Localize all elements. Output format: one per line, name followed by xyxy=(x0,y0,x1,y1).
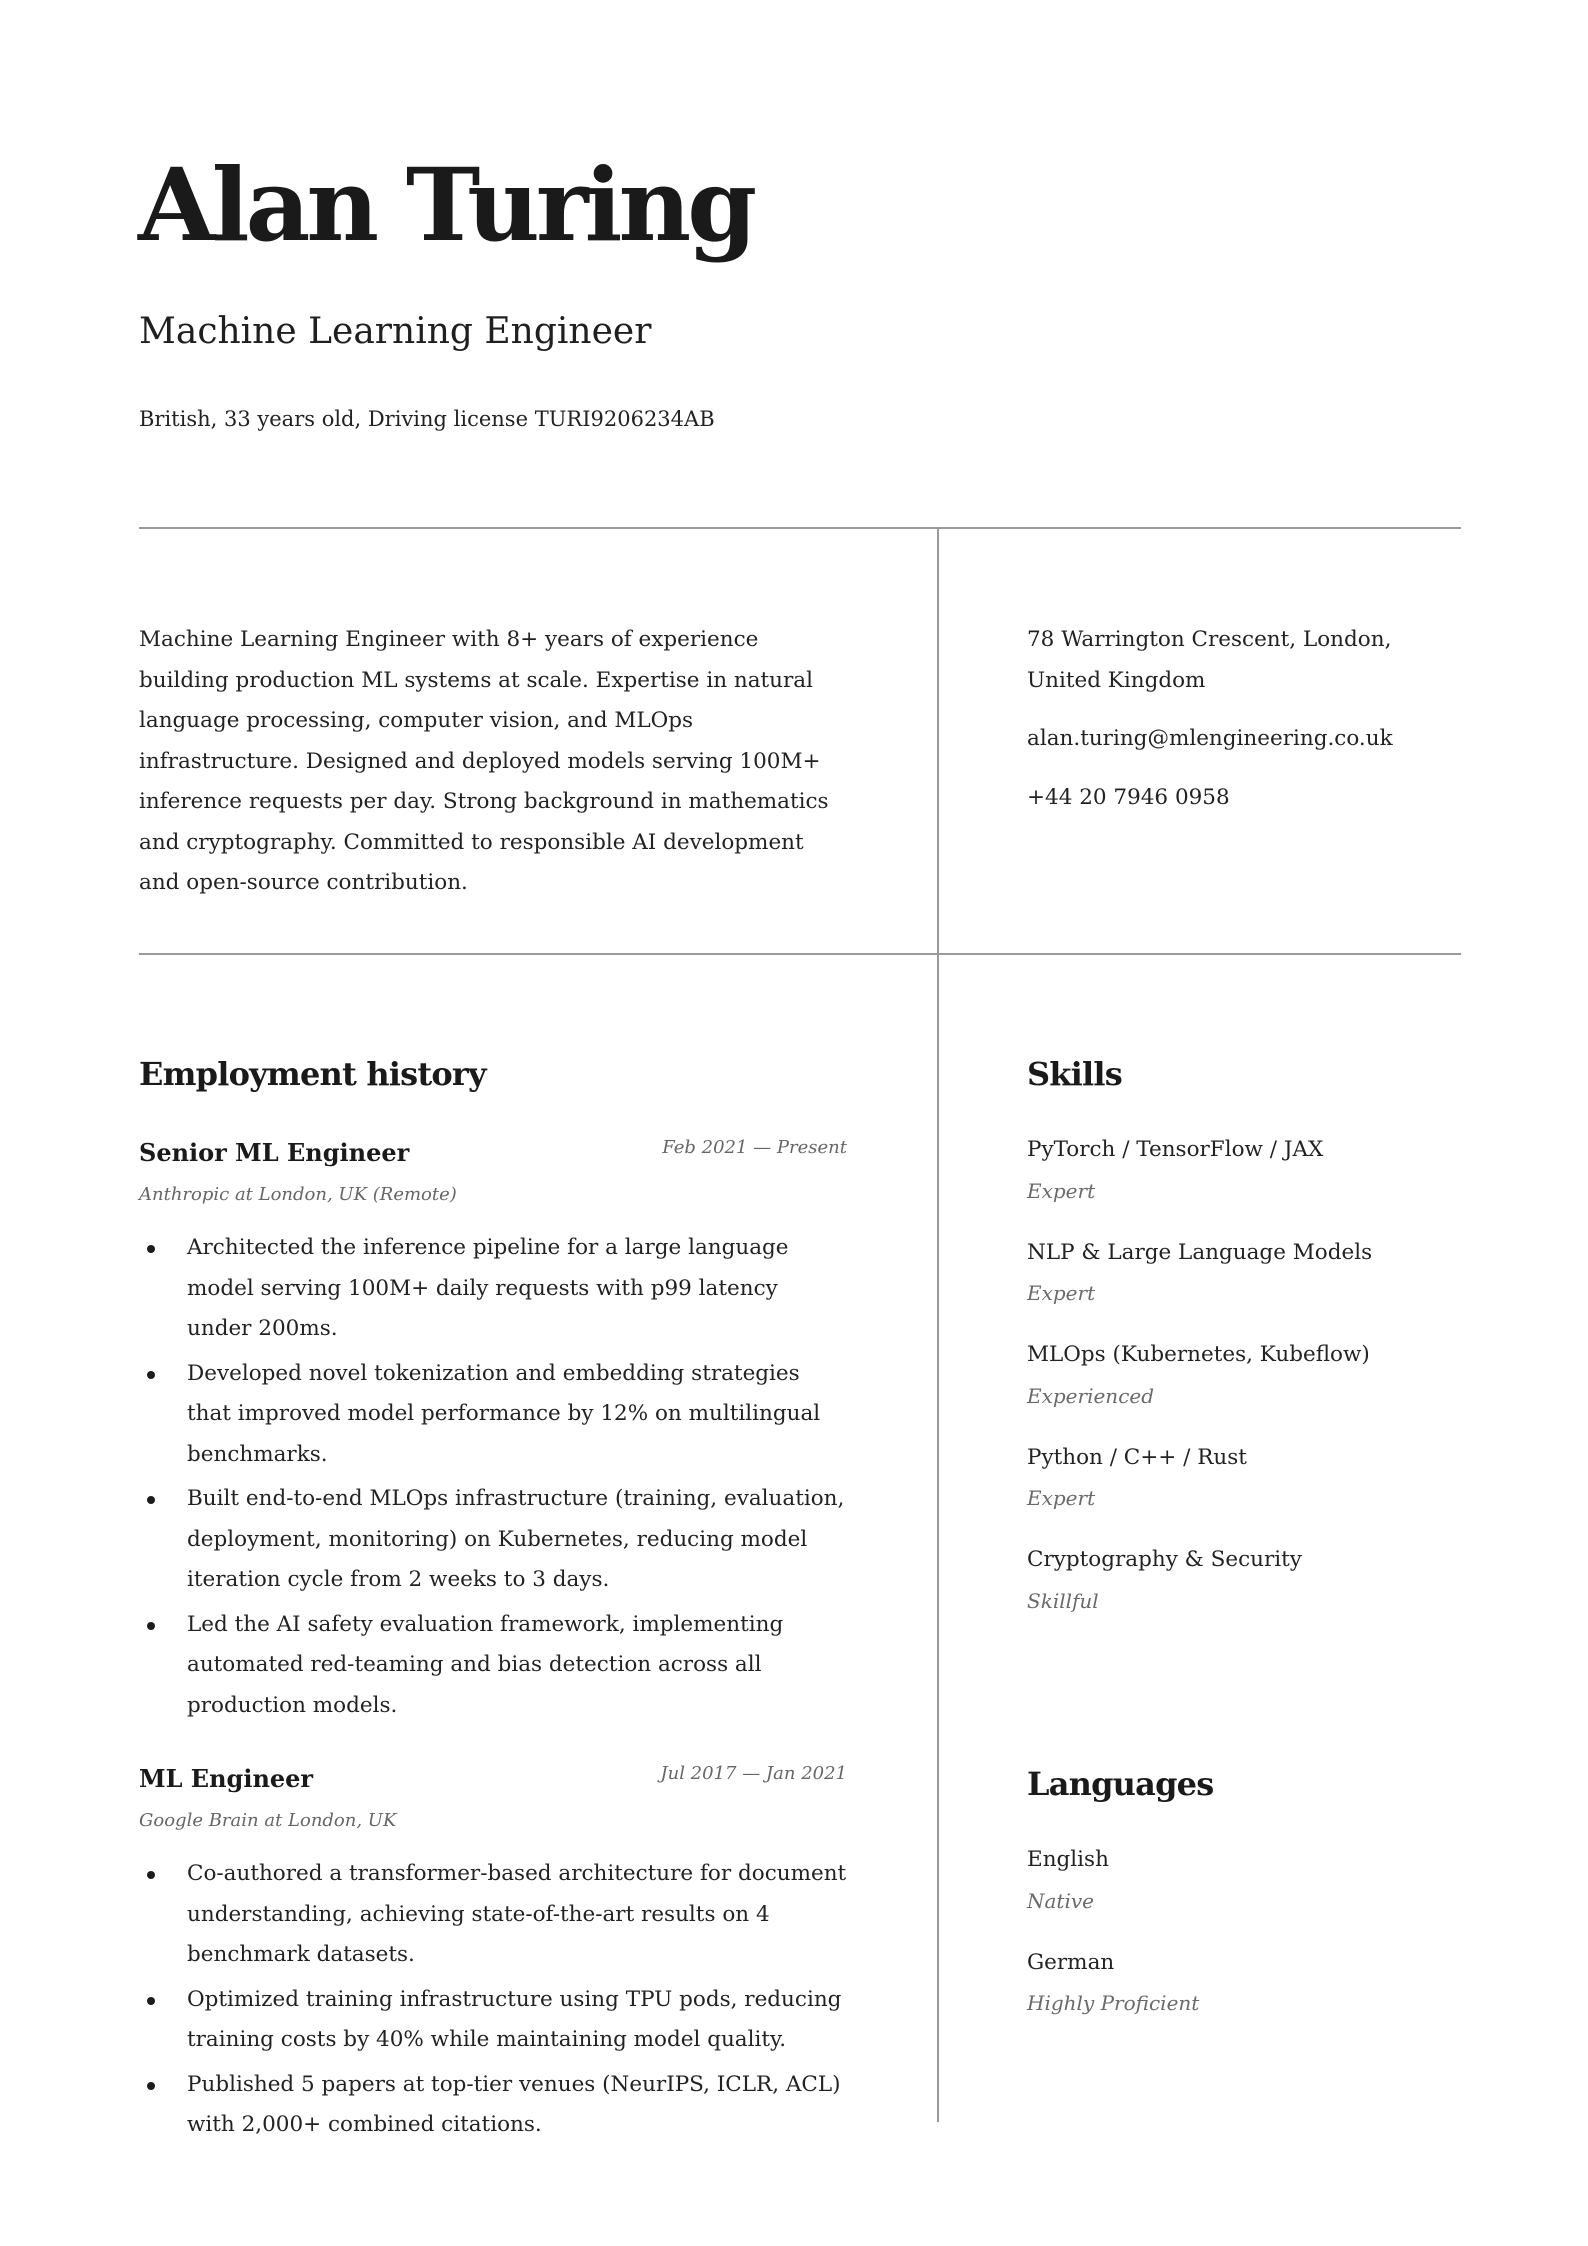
employment-history xyxy=(139,1130,847,2176)
language-name: English xyxy=(1027,1847,1109,1872)
list-item xyxy=(139,1605,847,1727)
list-item xyxy=(139,1228,847,1350)
contact-details xyxy=(1027,620,1457,836)
skill-entry xyxy=(1027,1335,1467,1414)
personal-details: British, 33 years old, Driving license TURI9206234AB xyxy=(139,407,715,431)
skills-heading: Skills xyxy=(1027,1055,1122,1093)
job-entry-dates: Jul 2017 — Jan 2021 xyxy=(660,1763,847,1784)
employment-heading: Employment history xyxy=(139,1055,486,1093)
bullet-icon xyxy=(147,1496,155,1504)
list-item xyxy=(139,1354,847,1476)
skill-name: Cryptography & Security xyxy=(1027,1547,1302,1572)
job-achievements-list xyxy=(139,1228,847,1726)
job-entry-organization: Google Brain at London, UK xyxy=(139,1810,397,1831)
language-level: Highly Proficient xyxy=(1027,1991,1200,2015)
job-entry-organization: Anthropic at London, UK (Remote) xyxy=(139,1184,457,1205)
list-item-text: Led the AI safety evaluation framework, implementing automated red-teaming and bias detection across all production models. xyxy=(187,1611,784,1718)
skill-entry xyxy=(1027,1233,1467,1312)
job-achievements-list xyxy=(139,1854,847,2146)
profile-summary: Machine Learning Engineer with 8+ years of experience building production ML systems at scale. Expertise in natural language processing, computer vision, and MLOps infrastructure. Designed and deployed models serving 100M+ inference requests per day. Strong background in mathematics and cryptography. Committed to responsible AI development and open-source contribution. xyxy=(139,627,829,895)
skills-list xyxy=(1027,1130,1467,1643)
bullet-icon xyxy=(147,1622,155,1630)
job-entry xyxy=(139,1130,847,1726)
skill-name: PyTorch / TensorFlow / JAX xyxy=(1027,1137,1324,1162)
skill-name: Python / C++ / Rust xyxy=(1027,1444,1247,1470)
language-level: Native xyxy=(1027,1888,1094,1913)
list-item-text: Developed novel tokenization and embedding strategies that improved model performance by 12% on multilingual benchmarks. xyxy=(187,1360,821,1467)
list-item-text: Published 5 papers at top-tier venues (NeurIPS, ICLR, ACL) with 2,000+ combined citations. xyxy=(187,2071,841,2137)
list-item-text: Built end-to-end MLOps infrastructure (training, evaluation, deployment, monitoring) on Kubernetes, reducing model iteration cycle from 2 weeks to 3 days. xyxy=(187,1486,845,1592)
divider-middle xyxy=(139,953,1461,955)
skill-entry xyxy=(1027,1438,1467,1517)
divider-top xyxy=(139,527,1461,529)
skill-level: Expert xyxy=(1027,1178,1096,1203)
contact-phone[interactable]: +44 20 7946 0958 xyxy=(1027,784,1230,810)
list-item xyxy=(139,1854,847,1976)
job-title: Machine Learning Engineer xyxy=(139,311,652,352)
bullet-icon xyxy=(147,1871,155,1879)
skill-entry xyxy=(1027,1130,1467,1209)
bullet-icon xyxy=(147,1997,155,2005)
column-divider xyxy=(937,527,939,2122)
list-item-text: Co-authored a transformer-based architecture for document understanding, achieving state-of-the-art results on 4 benchmark datasets. xyxy=(187,1861,847,1967)
bullet-icon xyxy=(147,2082,155,2090)
job-entry-title: ML Engineer xyxy=(139,1764,314,1793)
skill-level: Experienced xyxy=(1027,1383,1155,1408)
skill-name: NLP & Large Language Models xyxy=(1027,1239,1373,1265)
list-item-text: Architected the inference pipeline for a large language model serving 100M+ daily requests with p99 latency under 200ms. xyxy=(187,1235,789,1341)
language-entry xyxy=(1027,1943,1467,2022)
list-item xyxy=(139,1479,847,1601)
skill-name: MLOps (Kubernetes, Kubeflow) xyxy=(1027,1342,1370,1367)
bullet-icon xyxy=(147,1245,155,1253)
language-name: German xyxy=(1027,1949,1115,1975)
skill-level: Expert xyxy=(1027,1486,1096,1510)
language-entry xyxy=(1027,1840,1467,1919)
bullet-icon xyxy=(147,1371,155,1379)
list-item xyxy=(139,1980,847,2061)
skill-entry xyxy=(1027,1540,1467,1619)
candidate-name: Alan Turing xyxy=(138,146,754,264)
languages-heading: Languages xyxy=(1027,1765,1214,1803)
skill-level: Expert xyxy=(1027,1281,1096,1305)
skill-level: Skillful xyxy=(1027,1588,1099,1613)
job-entry-title: Senior ML Engineer xyxy=(139,1138,410,1167)
languages-list xyxy=(1027,1840,1467,2045)
job-entry-dates: Feb 2021 — Present xyxy=(662,1137,847,1158)
job-entry xyxy=(139,1756,847,2146)
contact-address: 78 Warrington Crescent, London, United Kingdom xyxy=(1027,627,1392,693)
contact-email[interactable]: alan.turing@mlengineering.co.uk xyxy=(1027,726,1393,751)
list-item-text: Optimized training infrastructure using TPU pods, reducing training costs by 40% while maintaining model quality. xyxy=(187,1986,842,2052)
list-item xyxy=(139,2065,847,2146)
